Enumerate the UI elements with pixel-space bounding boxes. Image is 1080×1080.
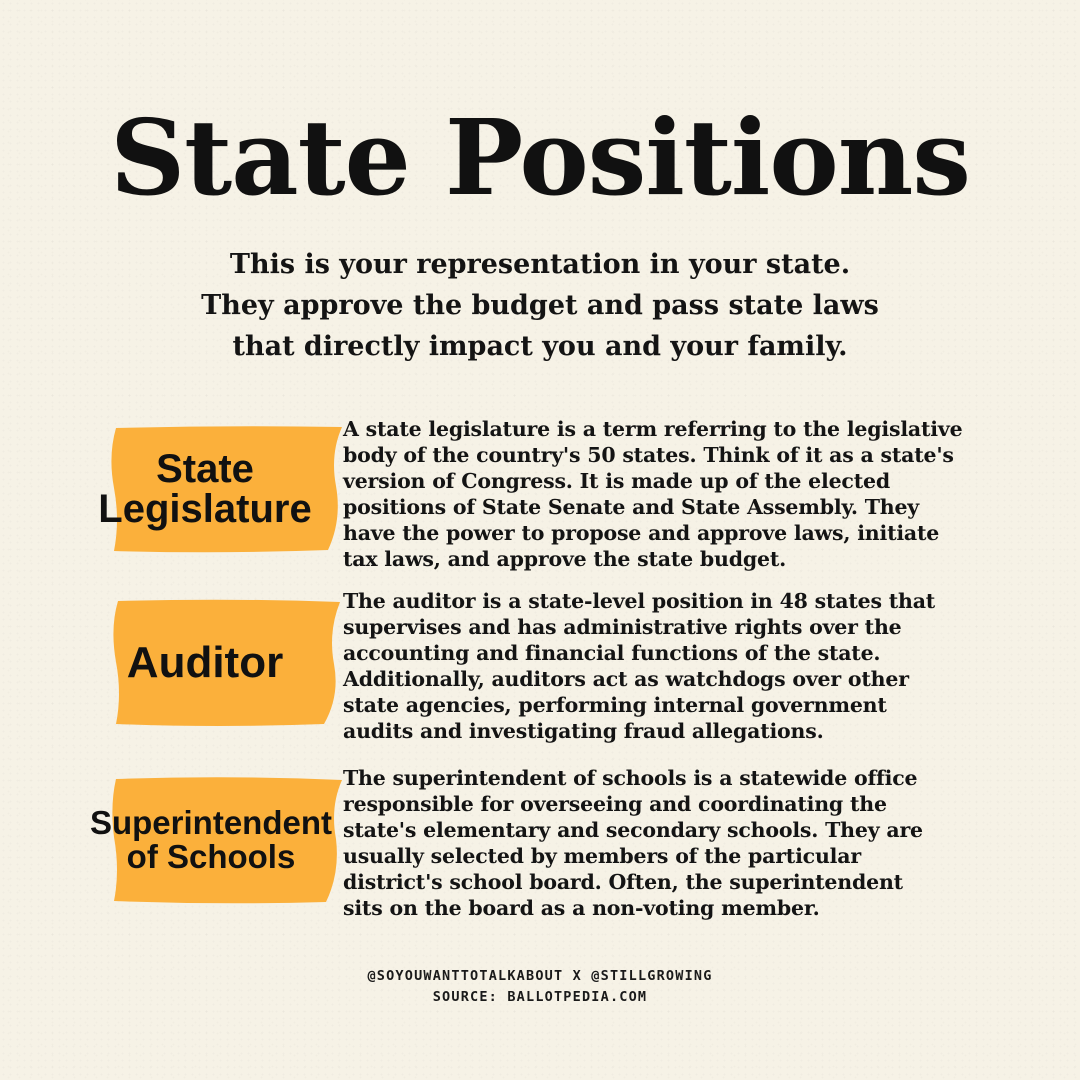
description-line: The superintendent of schools is a statewide office (343, 766, 918, 790)
description-line: responsible for overseeing and coordinating the (343, 792, 887, 816)
page-title: State Positions (110, 96, 970, 219)
position-label-line: State (156, 447, 254, 491)
intro-line: This is your representation in your state. (229, 249, 851, 280)
position-label (60, 424, 350, 554)
intro-text (140, 244, 940, 367)
description-line: state agencies, performing internal government (343, 693, 887, 717)
description-line: positions of State Senate and State Assembly. They (343, 495, 920, 519)
description-line: supervises and has administrative rights over the (343, 615, 902, 639)
description-line: sits on the board as a non-voting member. (343, 896, 820, 920)
description-line: Additionally, auditors act as watchdogs over other (343, 667, 909, 691)
footer-credit: @SOYOUWANTTOTALKABOUT X @STILLGROWING (367, 968, 713, 984)
position-label-box (60, 775, 350, 905)
position-label-box (60, 424, 350, 554)
footer-source: SOURCE: BALLOTPEDIA.COM (432, 989, 648, 1005)
position-label-line: Superintendent (89, 804, 332, 841)
position-label-line: Legislature (98, 487, 312, 531)
position-description (343, 416, 1023, 572)
footer-credits (0, 966, 1080, 1008)
description-line: accounting and financial functions of the state. (343, 641, 881, 665)
position-label (66, 775, 356, 905)
description-line: A state legislature is a term referring to the legislative (343, 417, 963, 441)
position-label-box (60, 598, 350, 728)
description-line: version of Congress. It is made up of the elected (343, 469, 890, 493)
description-line: usually selected by members of the particular (343, 844, 861, 868)
description-line: audits and investigating fraud allegations. (343, 719, 824, 743)
description-line: state's elementary and secondary schools. They are (343, 818, 923, 842)
intro-line: that directly impact you and your family. (232, 331, 848, 362)
position-label-line: Auditor (126, 638, 284, 687)
description-line: district's school board. Often, the superintendent (343, 870, 903, 894)
description-line: have the power to propose and approve laws, initiate (343, 521, 940, 545)
position-description (343, 588, 1023, 744)
position-label-line: of Schools (126, 838, 296, 875)
description-line: tax laws, and approve the state budget. (343, 547, 787, 571)
description-line: The auditor is a state-level position in 48 states that (343, 589, 936, 613)
position-label (60, 598, 350, 728)
description-line: body of the country's 50 states. Think of it as a state's (343, 443, 954, 467)
intro-line: They approve the budget and pass state laws (201, 290, 879, 321)
position-description (343, 765, 1023, 921)
